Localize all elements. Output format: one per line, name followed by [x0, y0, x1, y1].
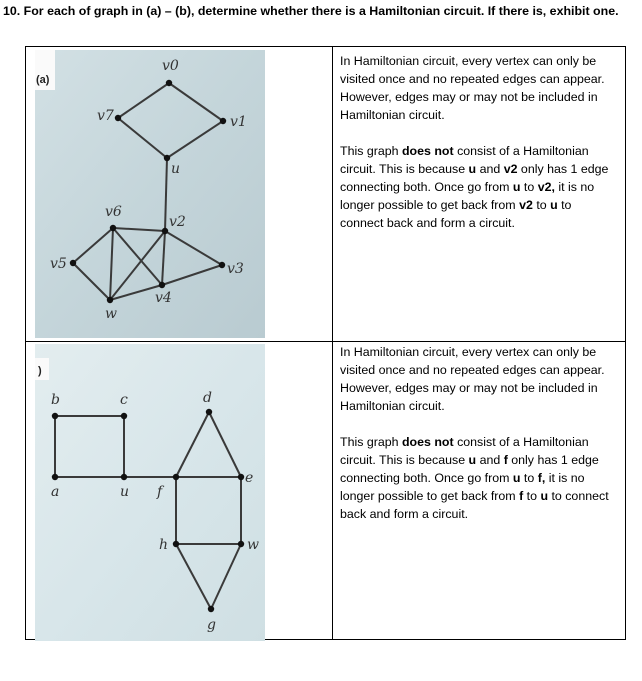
vertex-c — [121, 413, 127, 419]
label-v0: v0 — [162, 58, 179, 74]
vertex-a — [52, 474, 58, 480]
label-w: w — [247, 537, 259, 553]
vertex-v3 — [219, 262, 225, 268]
vertex-v0 — [166, 80, 172, 86]
vertex-v7 — [115, 115, 121, 121]
answer-b-intro-1: In Hamiltonian circuit, every vertex can only be visited once and no repeated edges can appear. — [340, 345, 605, 377]
vertex-v5 — [70, 260, 76, 266]
label-u: u — [171, 161, 181, 177]
label-f: f — [157, 484, 163, 500]
label-v4: v4 — [155, 290, 172, 306]
graph-b-label: ) — [38, 365, 42, 377]
vertex-v2 — [162, 228, 168, 234]
label-d: d — [203, 390, 212, 406]
vertex-v6 — [110, 225, 116, 231]
vertex-u — [121, 474, 127, 480]
label-e: e — [245, 470, 254, 486]
label-v5: v5 — [50, 256, 67, 272]
vertex-d — [206, 409, 212, 415]
vertex-u — [164, 155, 170, 161]
graph-a-image — [35, 50, 265, 338]
label-v2: v2 — [169, 214, 186, 230]
row-divider — [26, 341, 625, 342]
question-title: 10. For each of graph in (a) – (b), determine whether there is a Hamiltonian circuit. If there is, exhibit one. — [3, 4, 619, 18]
graph-b-image — [35, 344, 265, 641]
vertex-w — [107, 297, 113, 303]
vertex-g — [208, 606, 214, 612]
label-b: b — [51, 392, 60, 408]
answer-b-reason: This graph does not consist of a Hamiltonian circuit. This is because u and f only has 1 edge connecting both. Once go from u to f, it is no longer possible to get back from f to u to connect back and form a circuit. — [340, 435, 609, 521]
answer-a-reason: This graph does not consist of a Hamiltonian circuit. This is because u and v2 only has 1 edge connecting both. Once go from u to v2, it is no longer possible to get back from v2 to u to connect back and form a circuit. — [340, 144, 609, 230]
label-v3: v3 — [227, 261, 244, 277]
label-a: a — [51, 484, 60, 500]
vertex-w — [238, 541, 244, 547]
answer-a-intro-1: In Hamiltonian circuit, every vertex can only be visited once and no repeated edges can appear. — [340, 54, 605, 86]
label-c: c — [120, 392, 128, 408]
vertex-b — [52, 413, 58, 419]
vertex-v4 — [159, 282, 165, 288]
vertex-v1 — [220, 118, 226, 124]
vertex-h — [173, 541, 179, 547]
label-u: u — [120, 484, 130, 500]
answer-table — [25, 46, 626, 640]
vertex-f — [173, 474, 179, 480]
answer-b-intro-2: However, edges may or may not be included in Hamiltonian circuit. — [340, 381, 598, 413]
label-w: w — [105, 306, 117, 322]
graph-a-label: (a) — [36, 74, 50, 86]
label-h: h — [159, 537, 169, 553]
label-v6: v6 — [105, 204, 122, 220]
answer-b — [340, 343, 618, 523]
label-v1: v1 — [230, 114, 247, 130]
answer-a — [340, 52, 618, 232]
label-v7: v7 — [97, 108, 114, 124]
column-divider — [332, 47, 333, 639]
answer-a-intro-2: However, edges may or may not be included in Hamiltonian circuit. — [340, 90, 598, 122]
vertex-e — [238, 474, 244, 480]
label-g: g — [207, 617, 216, 633]
